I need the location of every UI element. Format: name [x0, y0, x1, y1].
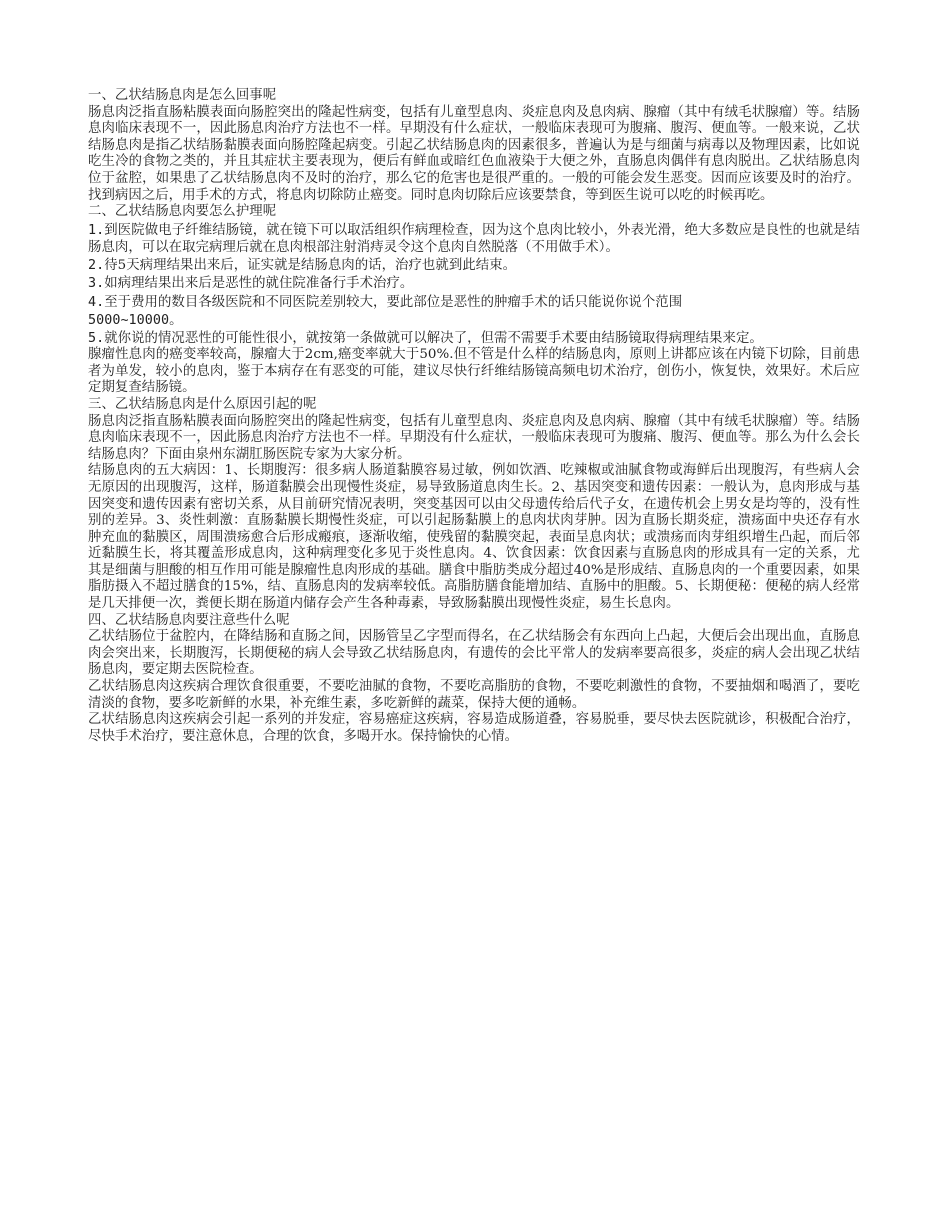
section-2-paragraph: 腺瘤性息肉的癌变率较高，腺瘤大于2cm,癌变率就大于50%.但不管是什么样的结肠息肉，原则上讲都应该在内镜下切除，目前患者为单发，较小的息肉，鉴于本病存在有恶变的可能，建议尽快行纤维结肠镜高频电切术治疗，创伤小，恢复快，效果好。术后应定期复查结肠镜。 — [88, 347, 860, 396]
care-step-5: 5.就你说的情况恶性的可能性很小，就按第一条做就可以解决了，但需不需要手术要由结肠镜取得病理结果来定。 — [88, 330, 763, 346]
section-4-title: 四、乙状结肠息肉要注意些什么呢 — [88, 612, 290, 628]
section-3-paragraph-2: 结肠息肉的五大病因：1、长期腹泻：很多病人肠道黏膜容易过敏，例如饮酒、吃辣椒或油腻食物或海鲜后出现腹泻，有些病人会无原因的出现腹泻，这样，肠道黏膜会出现慢性炎症，易导致肠道息肉生长。2、基因突变和遗传因素：一般认为，息肉形成与基因突变和遗传因素有密切关系，从目前研究情况表明，突变基因可以由父母遗传给后代子女，在遗传机会上男女是均等的，没有性别的差异。3、炎性刺激：直肠黏膜长期慢性炎症，可以引起肠黏膜上的息肉状肉芽肿。因为直肠长期炎症，溃疡面中央还存有水肿充血的黏膜区，周围溃疡愈合后形成瘢痕，逐渐收缩，使残留的黏膜突起，表面呈息肉状；或溃疡而肉芽组织增生凸起，而后邻近黏膜生长，将其覆盖形成息肉，这种病理变化多见于炎性息肉。4、饮食因素：饮食因素与直肠息肉的形成具有一定的关系，尤其是细菌与胆酸的相互作用可能是腺瘤性息肉形成的基础。膳食中脂肪类成分超过40%是形成结、直肠息肉的一个重要因素，如果脂肪摄入不超过膳食的15%，结、直肠息肉的发病率较低。高脂肪膳食能增加结、直肠中的胆酸。5、长期便秘：便秘的病人经常是几天排便一次，粪便长期在肠道内储存会产生各种毒素，导致肠黏膜出现慢性炎症，易生长息肉。 — [88, 463, 860, 612]
section-4-paragraph-2: 乙状结肠息肉这疾病合理饮食很重要，不要吃油腻的食物，不要吃高脂肪的食物，不要吃刺激性的食物，不要抽烟和喝酒了，要吃清淡的食物，要多吃新鲜的水果，补充维生素，多吃新鲜的蔬菜，保持大便的通畅。 — [88, 679, 860, 711]
care-step-4: 4.至于费用的数目各级医院和不同医院差别较大，要此部位是恶性的肿瘤手术的话只能说你说个范围 — [88, 294, 683, 310]
cost-range: 5000~10000。 — [88, 312, 183, 328]
document-page — [88, 88, 860, 745]
section-1-paragraph: 肠息肉泛指直肠粘膜表面向肠腔突出的隆起性病变，包括有儿童型息肉、炎症息肉及息肉病、腺瘤（其中有绒毛状腺瘤）等。结肠息肉临床表现不一，因此肠息肉治疗方法也不一样。早期没有什么症状，一般临床表现可为腹痛、腹泻、便血等。一般来说，乙状结肠息肉是指乙状结肠黏膜表面向肠腔隆起病变。引起乙状结肠息肉的因素很多，普遍认为是与细菌与病毒以及物理因素，比如说吃生冷的食物之类的，并且其症状主要表现为，便后有鲜血或暗红色血液染于大便之外，直肠息肉偶伴有息肉脱出。乙状结肠息肉位于盆腔，如果患了乙状结肠息肉不及时的治疗，那么它的危害也是很严重的。一般的可能会发生恶变。因而应该要及时的治疗。找到病因之后，用手术的方式，将息肉切除防止癌变。同时息肉切除后应该要禁食，等到医生说可以吃的时候再吃。 — [88, 104, 860, 203]
section-4-paragraph-1: 乙状结肠位于盆腔内，在降结肠和直肠之间，因肠管呈乙字型而得名，在乙状结肠会有东西向上凸起，大便后会出现出血，直肠息肉会突出来，长期腹泻，长期便秘的病人会导致乙状结肠息肉，有遗传的会比平常人的发病率要高很多，炎症的病人会出现乙状结肠息肉，要定期去医院检查。 — [88, 629, 860, 678]
section-1-title: 一、乙状结肠息肉是怎么回事呢 — [88, 88, 277, 103]
care-step-3: 3.如病理结果出来后是恶性的就住院准备行手术治疗。 — [88, 276, 414, 292]
section-4-paragraph-3: 乙状结肠息肉这疾病会引起一系列的并发症，容易癌症这疾病，容易造成肠道叠，容易脱垂，要尽快去医院就诊，积极配合治疗，尽快手术治疗，要注意休息，合理的饮食，多喝开水。保持愉快的心情。 — [88, 712, 860, 744]
care-step-1: 1.到医院做电子纤维结肠镜，就在镜下可以取活组织作病理检查，因为这个息肉比较小，外表光滑，绝大多数应是良性的也就是结肠息肉，可以在取完病理后就在息肉根部注射消痔灵令这个息肉自然脱落（不用做手术）。 — [88, 222, 860, 255]
section-3-paragraph-1: 肠息肉泛指直肠粘膜表面向肠腔突出的隆起性病变，包括有儿童型息肉、炎症息肉及息肉病、腺瘤（其中有绒毛状腺瘤）等。结肠息肉临床表现不一，因此肠息肉治疗方法也不一样。早期没有什么症状，一般临床表现可为腹痛、腹泻、便血等。那么为什么会长结肠息肉？下面由泉州东湖肛肠医院专家为大家分析。 — [88, 413, 860, 462]
section-3-title: 三、乙状结肠息肉是什么原因引起的呢 — [88, 396, 317, 412]
section-2-title: 二、乙状结肠息肉要怎么护理呢 — [88, 204, 277, 220]
section-2 — [88, 204, 860, 397]
section-4 — [88, 613, 860, 746]
section-3 — [88, 397, 860, 613]
care-step-2: 2.待5天病理结果出来后，证实就是结肠息肉的话，治疗也就到此结束。 — [88, 258, 517, 274]
section-1 — [88, 88, 860, 204]
